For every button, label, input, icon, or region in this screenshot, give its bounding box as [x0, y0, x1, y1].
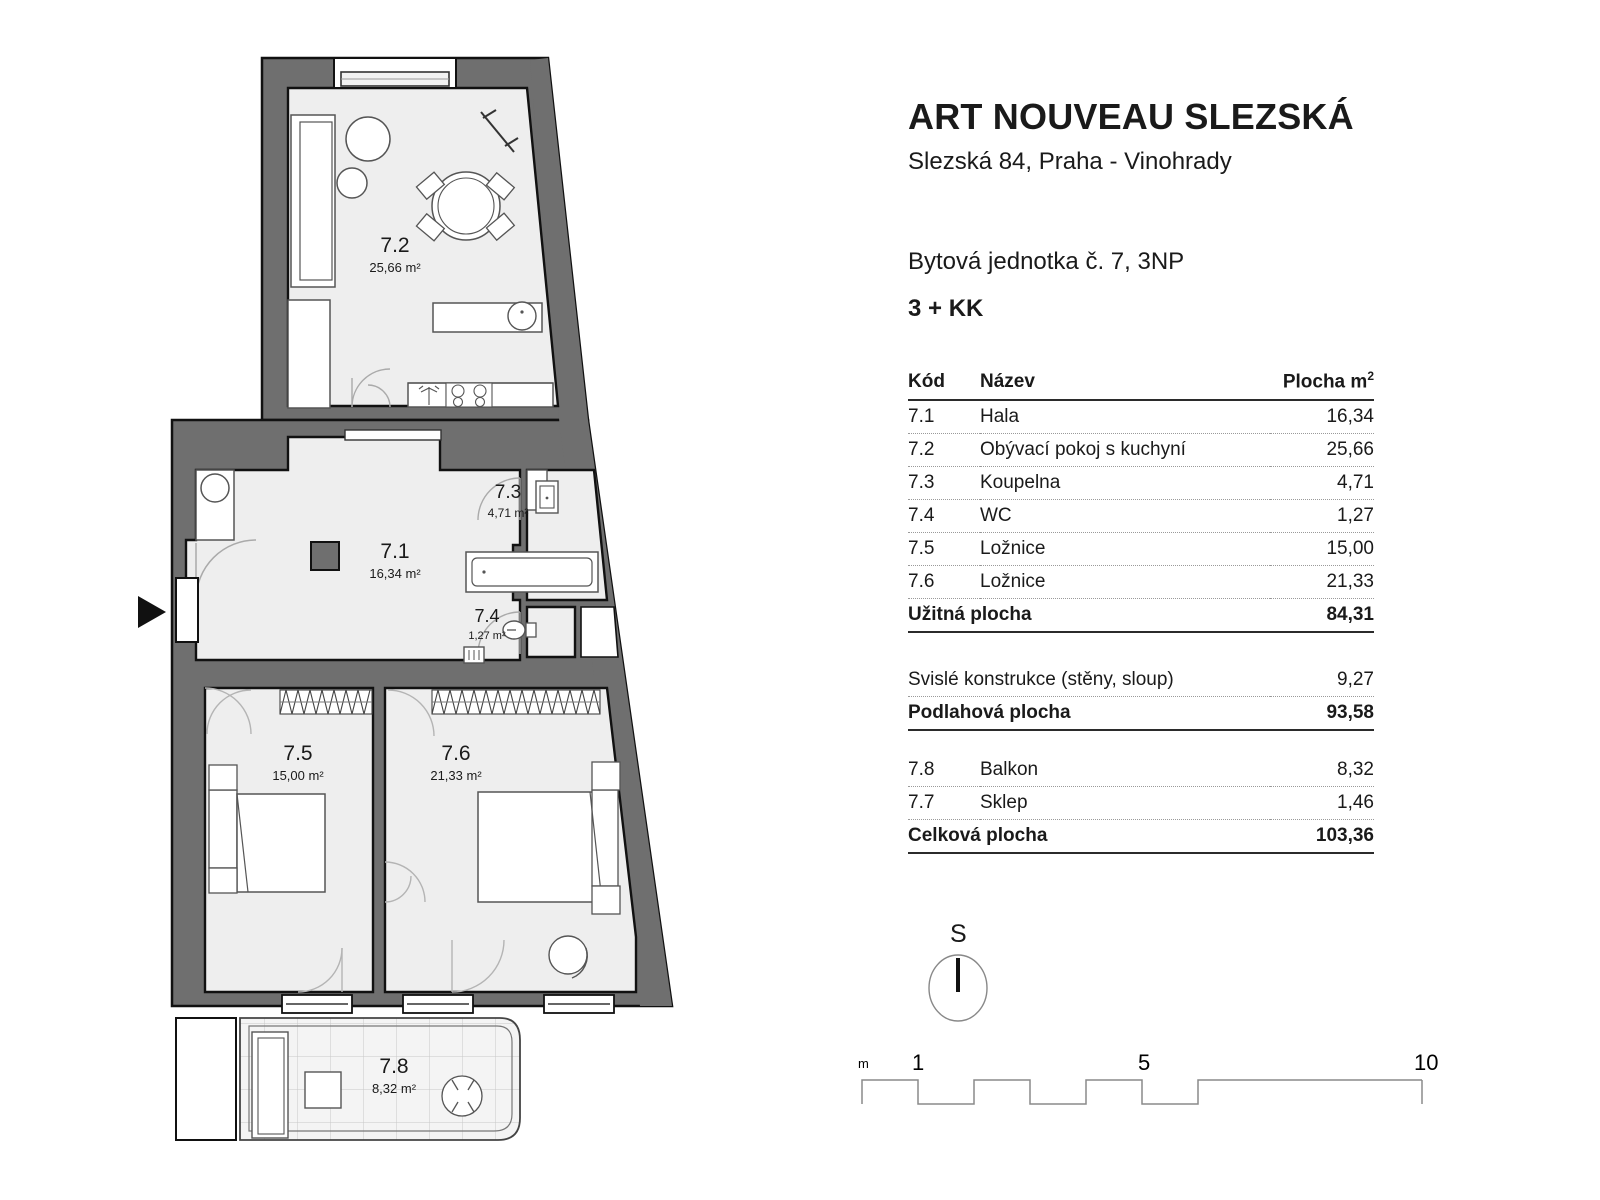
floor-area-value: 93,58: [1270, 697, 1374, 731]
row-code: 7.5: [908, 533, 980, 566]
bathtub-icon: [466, 552, 598, 592]
row-area: 1,46: [1270, 787, 1374, 820]
radiator-7-5-icon: [280, 690, 372, 714]
scale-tick-10: 10: [1414, 1050, 1439, 1075]
row-code: 7.7: [908, 787, 980, 820]
row-name: Balkon: [980, 754, 1270, 787]
scale-tick-1: 1: [912, 1050, 925, 1075]
room-label-7-2-code: 7.2: [380, 234, 410, 257]
bed-7-6-icon: [478, 790, 618, 902]
room-label-7-6-area: 21,33 m²: [430, 768, 482, 783]
room-label-7-2-area: 25,66 m²: [369, 260, 421, 275]
structures-row: [908, 664, 1374, 697]
room-label-7-5-area: 15,00 m²: [272, 768, 324, 783]
nightstand-7-5b-icon: [209, 868, 237, 893]
row-name: Sklep: [980, 787, 1270, 820]
room-7-1-fill: [186, 437, 520, 660]
room-label-7-4-code: 7.4: [474, 606, 500, 626]
room-label-7-4-area: 1,27 m²: [468, 630, 506, 642]
row-area: 15,00: [1270, 533, 1374, 566]
row-area: 16,34: [1270, 400, 1374, 434]
kitchen-counter-icon: [408, 383, 553, 407]
room-label-7-8-area: 8,32 m²: [371, 1081, 417, 1096]
balcony-doors: [282, 995, 614, 1013]
entrance-arrow-icon: [138, 578, 198, 642]
project-address: Slezská 84, Praha - Vinohrady: [908, 148, 1232, 175]
areas-table-main: [908, 364, 1374, 633]
scale-bar-icon: [850, 1040, 1490, 1120]
usable-area-row: [908, 599, 1374, 633]
closet-fill: [581, 607, 618, 657]
table-row: [908, 533, 1374, 566]
table-row: [908, 754, 1374, 787]
row-code: 7.2: [908, 434, 980, 467]
balcony-table-icon: [305, 1072, 341, 1108]
row-code: 7.3: [908, 467, 980, 500]
side-table-small-icon: [337, 168, 367, 198]
unit-layout: 3 + KK: [908, 295, 984, 322]
balcony-left-block: [176, 1018, 236, 1140]
room-label-7-8-code: 7.8: [379, 1055, 409, 1078]
table-row: [908, 787, 1374, 820]
balcony-bench-icon: [252, 1032, 288, 1138]
total-area-row: [908, 820, 1374, 854]
table-header-row: [908, 364, 1374, 400]
row-area: 1,27: [1270, 500, 1374, 533]
room-label-7-6-code: 7.6: [441, 742, 471, 765]
floor-area-label: Podlahová plocha: [908, 697, 1270, 731]
row-name: Ložnice: [980, 566, 1270, 599]
project-title: ART NOUVEAU SLEZSKÁ: [908, 96, 1354, 137]
scale-unit-label: m: [858, 1056, 869, 1071]
usable-area-value: 84,31: [1270, 599, 1374, 633]
unit-description: Bytová jednotka č. 7, 3NP: [908, 248, 1185, 275]
washbasin-icon: [536, 481, 558, 513]
row-code: 7.4: [908, 500, 980, 533]
row-code: 7.1: [908, 400, 980, 434]
row-name: Obývací pokoj s kuchyní: [980, 434, 1270, 467]
row-code: 7.6: [908, 566, 980, 599]
side-table-large-icon: [346, 117, 390, 161]
row-area: 21,33: [1270, 566, 1374, 599]
wardrobe-icon: [288, 300, 330, 408]
nightstand-7-6b-icon: [592, 886, 620, 914]
stove-icon: [446, 383, 492, 407]
wc-fixture-icon: [464, 647, 484, 663]
compass-north-label: S: [950, 920, 967, 948]
table-row: [908, 500, 1374, 533]
row-area: 25,66: [1270, 434, 1374, 467]
toilet-icon: [503, 621, 536, 639]
radiator-7-6-icon: [432, 690, 600, 714]
compass-icon: [910, 920, 1030, 1030]
row-area: 8,32: [1270, 754, 1374, 787]
row-area: 4,71: [1270, 467, 1374, 500]
room-label-7-3-code: 7.3: [494, 482, 522, 503]
header-code: Kód: [908, 364, 980, 400]
table-row: [908, 566, 1374, 599]
window-top-icon: [334, 58, 456, 88]
sofa-icon: [291, 115, 335, 287]
row-code: 7.8: [908, 754, 980, 787]
balcony-7-8: [176, 1018, 520, 1140]
room-label-7-1-code: 7.1: [380, 540, 410, 563]
balcony-bistro-icon: [442, 1076, 482, 1116]
row-name: Koupelna: [980, 467, 1270, 500]
row-name: Ložnice: [980, 533, 1270, 566]
table-row: [908, 434, 1374, 467]
hall-cabinet-icon: [196, 470, 234, 540]
total-area-label: Celková plocha: [908, 820, 1270, 854]
scale-bar: [850, 1040, 1490, 1120]
structures-label: Svislé konstrukce (stěny, sloup): [908, 664, 1270, 697]
row-name: WC: [980, 500, 1270, 533]
header-area: [1270, 364, 1374, 400]
table-row: [908, 400, 1374, 434]
structures-value: 9,27: [1270, 664, 1374, 697]
header-name: Název: [980, 364, 1270, 400]
scale-tick-5: 5: [1138, 1050, 1151, 1075]
sideboard-icon: [433, 302, 542, 332]
room-label-7-1-area: 16,34 m²: [369, 566, 421, 581]
compass: [910, 920, 1030, 1030]
usable-area-label: Užitná plocha: [908, 599, 1270, 633]
doorway-7-2-icon: [345, 430, 441, 440]
table-row: [908, 467, 1374, 500]
info-panel: [858, 0, 1600, 1200]
nightstand-7-6a-icon: [592, 762, 620, 790]
header-area-text: Plocha m: [1282, 371, 1368, 393]
room-label-7-3-area: 4,71 m²: [487, 506, 529, 520]
total-area-value: 103,36: [1270, 820, 1374, 854]
areas-table-structures: [908, 664, 1374, 731]
room-label-7-5-code: 7.5: [283, 742, 313, 765]
areas-table-extras: [908, 754, 1374, 854]
header-area-superscript: 2: [1367, 369, 1374, 383]
column-icon: [311, 542, 339, 570]
floor-area-row: [908, 697, 1374, 731]
nightstand-7-5a-icon: [209, 765, 237, 790]
row-name: Hala: [980, 400, 1270, 434]
